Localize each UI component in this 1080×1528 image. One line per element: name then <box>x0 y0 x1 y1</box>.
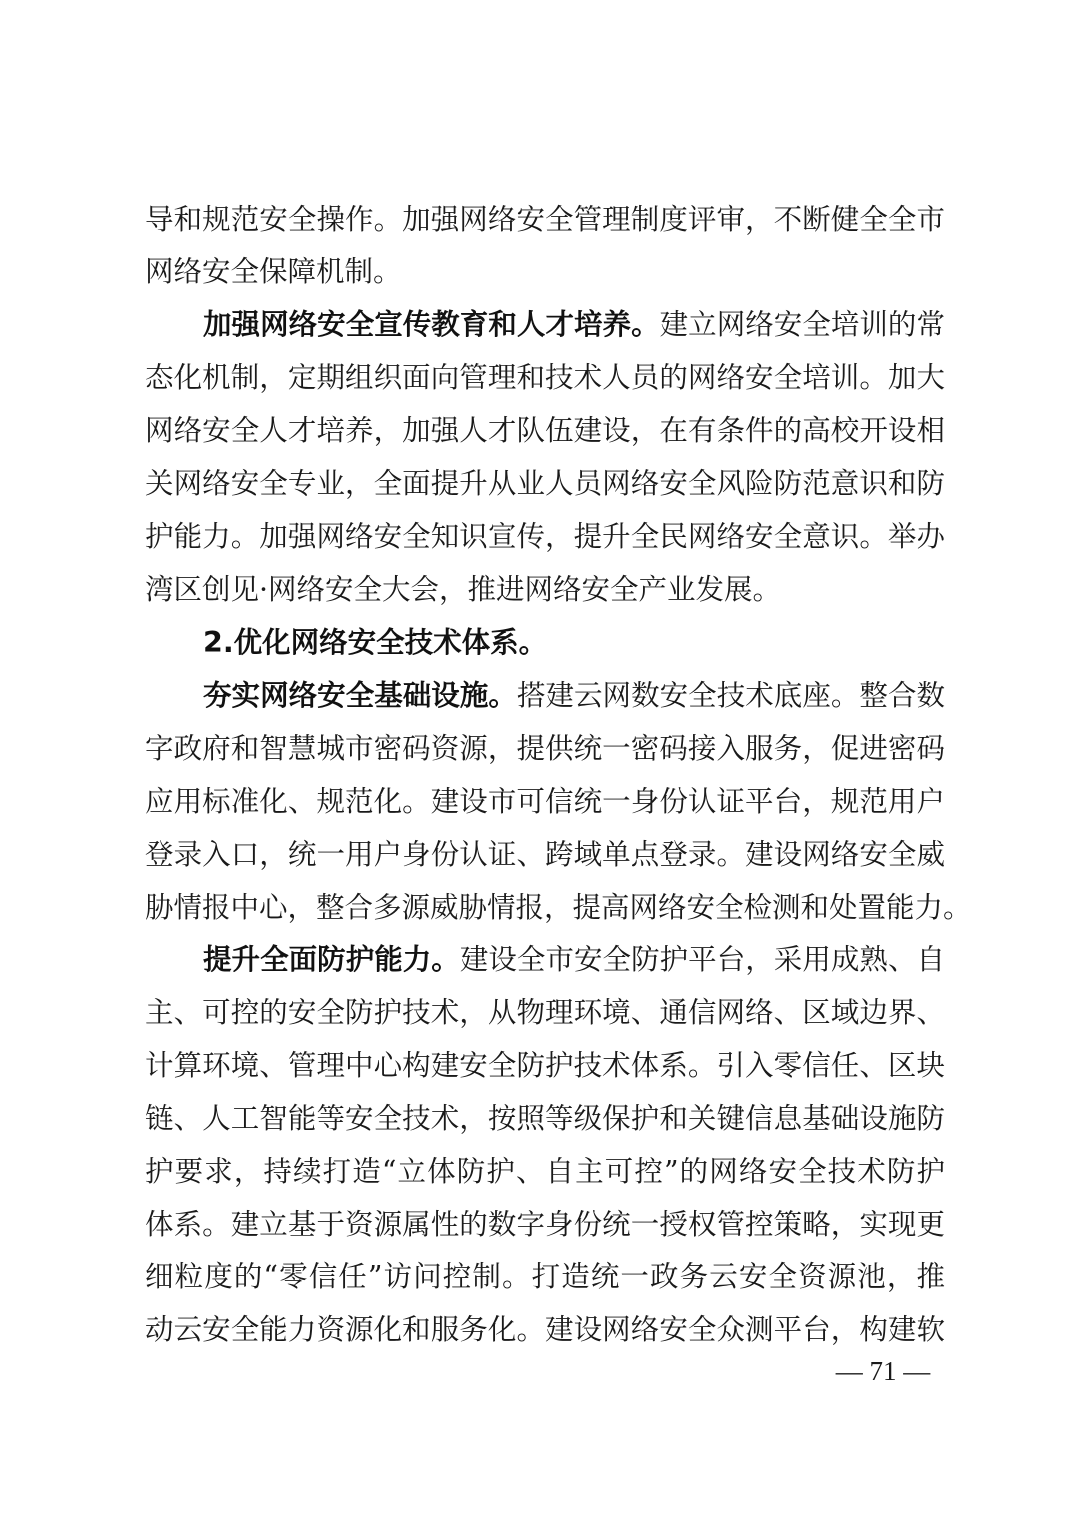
paragraph-first-line <box>203 676 945 716</box>
text-line: 湾区创见·网络安全大会，推进网络安全产业发展。 <box>145 573 782 606</box>
text-line: 体系。建立基于资源属性的数字身份统一授权管控策略，实现更 <box>145 1208 945 1241</box>
text-line: 主、可控的安全防护技术，从物理环境、通信网络、区域边界、 <box>145 996 945 1029</box>
page-number: — 71 — <box>835 1356 931 1386</box>
text-line: 字政府和智慧城市密码资源，提供统一密码接入服务，促进密码 <box>145 732 945 765</box>
text-line: 导和规范安全操作。加强网络安全管理制度评审，不断健全全市 <box>145 203 945 236</box>
text-line: 胁情报中心，整合多源威胁情报，提高网络安全检测和处置能力。 <box>145 891 972 924</box>
text-span: 建立网络安全培训的常 <box>659 308 945 341</box>
section-heading: 2.优化网络安全技术体系。 <box>203 626 548 659</box>
text-line: 网络安全人才培养，加强人才队伍建设，在有条件的高校开设相 <box>145 414 945 447</box>
text-line: 链、人工智能等安全技术，按照等级保护和关键信息基础设施防 <box>145 1102 945 1135</box>
paragraph-first-line <box>203 940 945 980</box>
text-line: 网络安全保障机制。 <box>145 255 402 288</box>
text-line: 关网络安全专业，全面提升从业人员网络安全风险防范意识和防 <box>145 467 945 500</box>
text-span: 建设全市安全防护平台，采用成熟、自 <box>459 943 945 976</box>
text-line: 护要求，持续打造“立体防护、自主可控”的网络安全技术防护 <box>145 1155 945 1188</box>
text-line: 护能力。加强网络安全知识宣传，提升全民网络安全意识。举办 <box>145 520 945 553</box>
text-line: 应用标准化、规范化。建设市可信统一身份认证平台，规范用户 <box>145 785 945 818</box>
text-line: 动云安全能力资源化和服务化。建设网络安全众测平台，构建软 <box>145 1313 945 1346</box>
paragraph-first-line <box>203 305 945 345</box>
paragraph-heading: 加强网络安全宣传教育和人才培养。 <box>203 308 660 341</box>
text-span: 搭建云网数安全技术底座。整合数 <box>516 679 945 712</box>
text-line: 细粒度的“零信任”访问控制。打造统一政务云安全资源池，推 <box>145 1260 945 1293</box>
paragraph-heading: 提升全面防护能力。 <box>203 943 460 976</box>
paragraph-heading: 夯实网络安全基础设施。 <box>203 679 517 712</box>
text-line: 登录入口，统一用户身份认证、跨域单点登录。建设网络安全威 <box>145 838 945 871</box>
text-line: 计算环境、管理中心构建安全防护技术体系。引入零信任、区块 <box>145 1049 945 1082</box>
text-line: 态化机制，定期组织面向管理和技术人员的网络安全培训。加大 <box>145 361 945 394</box>
